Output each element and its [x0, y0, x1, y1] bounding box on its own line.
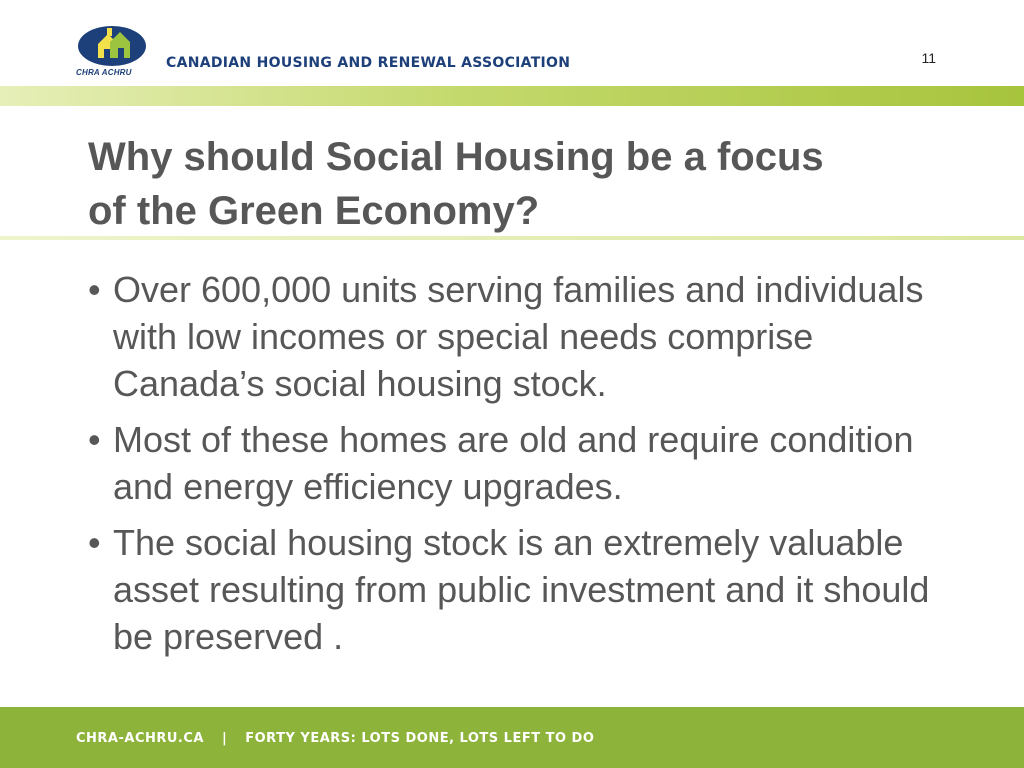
footer-separator: |: [221, 731, 228, 746]
footer-tagline: FORTY YEARS: LOTS DONE, LOTS LEFT TO DO: [245, 731, 595, 746]
footer-bar: [0, 707, 1024, 768]
title-line-1: Why should Social Housing be a focus: [88, 135, 824, 179]
title-line-2: of the Green Economy?: [88, 189, 540, 233]
title-divider: [0, 236, 1024, 240]
slide-title: [88, 130, 968, 238]
footer-site: CHRA-ACHRU.CA: [76, 731, 204, 746]
bullet-text: Over 600,000 units serving families and individuals with low incomes or special needs comprise Canada’s social housing stock.: [113, 269, 924, 404]
bullet-item: [88, 266, 948, 407]
bullet-mark: •: [88, 419, 101, 460]
footer-text: [76, 731, 594, 746]
header-gradient-bar: [0, 86, 1024, 106]
bullet-list: [88, 266, 948, 669]
chra-logo: [76, 22, 152, 78]
bullet-mark: •: [88, 269, 101, 310]
house-logo-icon: [76, 22, 152, 68]
bullet-item: [88, 519, 948, 660]
bullet-item: [88, 416, 948, 510]
bullet-text: The social housing stock is an extremely valuable asset resulting from public investment and it should be preserved .: [113, 522, 930, 657]
slide-number: 11: [921, 50, 936, 66]
bullet-text: Most of these homes are old and require condition and energy efficiency upgrades.: [113, 419, 914, 507]
bullet-mark: •: [88, 522, 101, 563]
organization-name: CANADIAN HOUSING AND RENEWAL ASSOCIATION: [166, 55, 571, 71]
logo-text: CHRA ACHRU: [76, 68, 132, 77]
